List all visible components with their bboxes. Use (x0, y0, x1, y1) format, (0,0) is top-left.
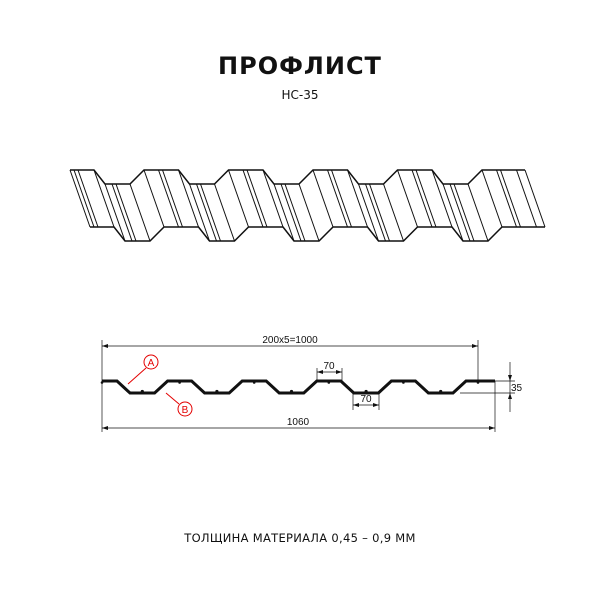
groove-line (78, 170, 98, 227)
material-thickness-note: ТОЛЩИНА МАТЕРИАЛА 0,45 – 0,9 ММ (184, 531, 416, 545)
callout-a-leader (128, 368, 146, 384)
valley-stiffener (439, 390, 442, 393)
fold-line (432, 170, 452, 227)
groove-line (501, 170, 521, 227)
fold-line (70, 170, 90, 227)
crest-stiffener (402, 381, 405, 384)
perspective-view (70, 170, 545, 241)
fold-line (517, 170, 537, 227)
groove-line (332, 170, 352, 227)
crest-width-label: 70 (323, 361, 335, 372)
model-label: НС-35 (281, 88, 319, 102)
total-width-label: 1060 (286, 417, 310, 428)
page-title: ПРОФЛИСТ (218, 52, 382, 80)
groove-line (416, 170, 436, 227)
crest-stiffener (178, 381, 181, 384)
valley-stiffener (365, 390, 368, 393)
cross-section (101, 381, 495, 393)
groove-line (163, 170, 183, 227)
pitch-dimension-label: 200x5=1000 (262, 335, 318, 346)
fold-line (525, 170, 545, 227)
valley-stiffener (141, 390, 144, 393)
profile-section-line (102, 381, 495, 393)
callout-b-leader (166, 393, 179, 404)
callout-b-label: B (181, 405, 189, 416)
fold-line (94, 170, 114, 227)
sheet-top-edge (70, 170, 525, 184)
valley-width-label: 70 (360, 394, 372, 405)
crest-stiffener (253, 381, 256, 384)
fold-line (263, 170, 283, 227)
valley-stiffener (215, 390, 218, 393)
callout-a-label: A (147, 358, 155, 369)
groove-line (74, 170, 94, 227)
crest-stiffener (328, 381, 331, 384)
sheet-bottom-edge (90, 227, 545, 241)
fold-line (179, 170, 199, 227)
groove-line (247, 170, 267, 227)
crest-stiffener (477, 381, 480, 384)
valley-stiffener (290, 390, 293, 393)
fold-line (348, 170, 368, 227)
height-label: 35 (511, 383, 523, 394)
